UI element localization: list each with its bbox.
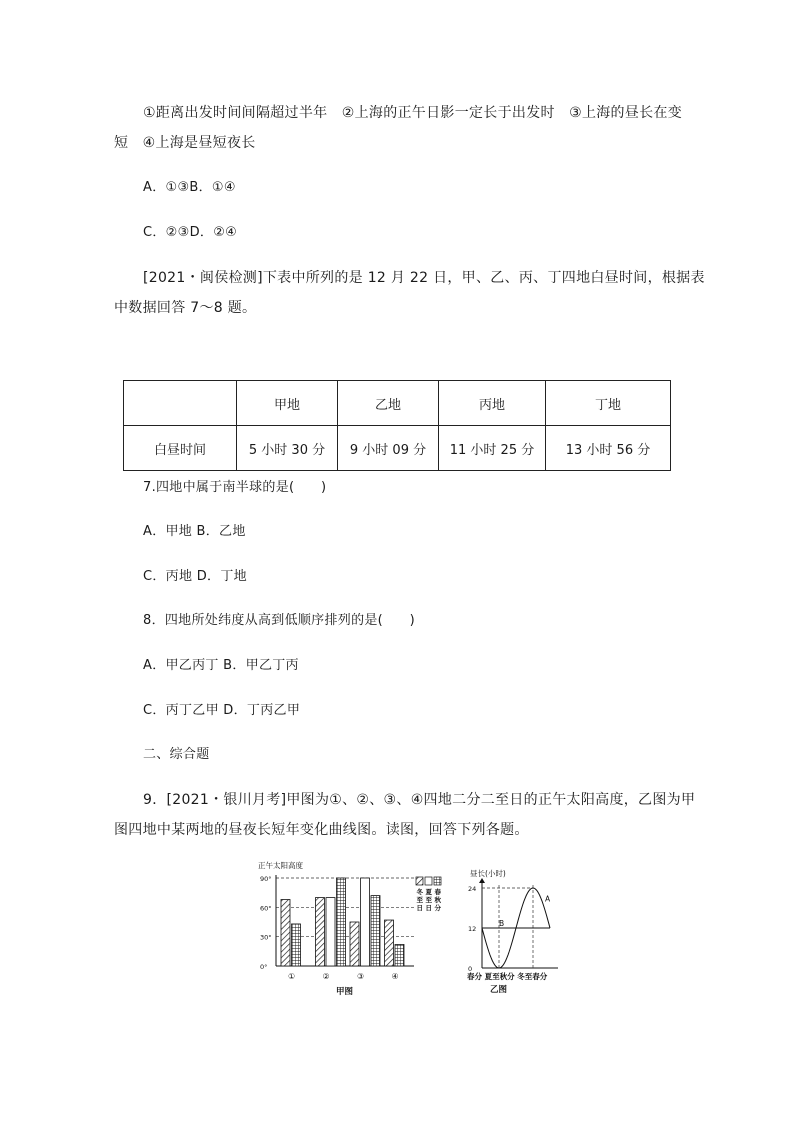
- jia-legend-swatch: [425, 877, 432, 885]
- q8-stem: 8．四地所处纬度从高到低顺序排列的是( ): [143, 613, 416, 628]
- q7-options-ab: A．甲地 B．乙地: [143, 524, 246, 539]
- table-header-cell: 乙地: [338, 381, 439, 426]
- intro-line1: [2021・闽侯检测]下表中所列的是 12 月 22 日，甲、乙、丙、丁四地白昼时间，根据表: [143, 270, 705, 286]
- yi-x-axis-label: 春分 夏至秋分 冬至春分: [467, 972, 548, 981]
- jia-xtick-label: ④: [391, 972, 399, 981]
- yi-series-a-label: A: [545, 894, 551, 904]
- q7-stem: 7.四地中属于南半球的是( ): [143, 480, 327, 495]
- yi-ylabel: 昼长(小时): [470, 869, 506, 878]
- jia-xtick-label: ①: [288, 972, 296, 981]
- jia-legend-label: 分: [434, 904, 441, 912]
- jia-legend-label: 秋: [434, 896, 441, 904]
- yi-ytick-label: 0: [468, 965, 473, 973]
- q6-statements-line1: ①距离出发时间间隔超过半年 ②上海的正午日影一定长于出发时 ③上海的昼长在变: [143, 105, 683, 121]
- yi-series-b-label: B: [499, 919, 505, 928]
- jia-bar: [316, 898, 325, 966]
- jia-bar: [371, 896, 380, 966]
- q6-options-ab: A．①③B．①④: [143, 180, 236, 195]
- jia-legend-swatch: [434, 877, 441, 885]
- jia-ylabel: 正午太阳高度: [258, 861, 303, 870]
- table-header-row: [124, 381, 671, 426]
- jia-legend-label: 夏: [425, 888, 432, 896]
- jia-legend-swatch: [416, 877, 423, 885]
- jia-legend-label: 日: [425, 904, 432, 912]
- section2-title: 二、综合题: [143, 747, 210, 762]
- jia-ytick-label: 30°: [260, 933, 272, 942]
- jia-bar: [350, 922, 359, 966]
- jia-bar: [361, 878, 370, 966]
- jia-bar: [292, 924, 301, 966]
- q6-options-cd: C．②③D．②④: [143, 225, 238, 240]
- q9-line2: 图四地中某两地的昼夜长短年变化曲线图。读图，回答下列各题。: [114, 822, 529, 838]
- jia-bar: [385, 920, 394, 966]
- table-header-cell: 甲地: [237, 381, 338, 426]
- table-cell: 11 小时 25 分: [439, 426, 546, 471]
- jia-legend-label: 至: [425, 896, 432, 904]
- q9-line1: 9．[2021・银川月考]甲图为①、②、③、④四地二分二至日的正午太阳高度，乙图为甲: [143, 792, 696, 808]
- jia-ytick-label: 60°: [260, 904, 272, 913]
- jia-legend-label: 春: [434, 888, 441, 896]
- jia-legend-label: 冬: [416, 888, 423, 896]
- q6-statements-line2: 短 ④上海是昼短夜长: [114, 135, 256, 151]
- yi-y-axis-arrow: [479, 878, 485, 883]
- jia-legend-label: 日: [416, 904, 423, 912]
- yi-title: 乙图: [490, 985, 508, 995]
- jia-legend-label: 至: [416, 896, 423, 904]
- daylength-line-chart: [458, 862, 574, 1000]
- noon-altitude-bar-chart: [256, 858, 446, 1000]
- yi-ytick-label: 12: [468, 925, 477, 933]
- q8-options-cd: C．丙丁乙甲 D．丁丙乙甲: [143, 703, 301, 718]
- jia-bar: [281, 900, 290, 966]
- jia-xtick-label: ②: [322, 972, 330, 981]
- jia-bar: [395, 944, 404, 966]
- table-cell: 13 小时 56 分: [546, 426, 671, 471]
- yi-ytick-label: 24: [468, 885, 477, 893]
- jia-title: 甲图: [336, 987, 354, 997]
- q7-options-cd: C．丙地 D．丁地: [143, 569, 247, 584]
- table-header-cell: 丁地: [546, 381, 671, 426]
- table-cell: 5 小时 30 分: [237, 426, 338, 471]
- table-row-label: 白昼时间: [124, 426, 237, 471]
- jia-xtick-label: ③: [357, 972, 365, 981]
- intro-line2: 中数据回答 7～8 题。: [114, 300, 257, 316]
- table-header-cell: 丙地: [439, 381, 546, 426]
- table-cell: 9 小时 09 分: [338, 426, 439, 471]
- daytime-table: [123, 380, 671, 471]
- table-row: [124, 426, 671, 471]
- jia-bar: [326, 898, 335, 966]
- jia-ytick-label: 0°: [260, 963, 268, 971]
- q8-options-ab: A．甲乙丙丁 B．甲乙丁丙: [143, 658, 299, 673]
- jia-bar: [337, 878, 346, 966]
- jia-ytick-label: 90°: [260, 875, 272, 883]
- table-header-cell: [124, 381, 237, 426]
